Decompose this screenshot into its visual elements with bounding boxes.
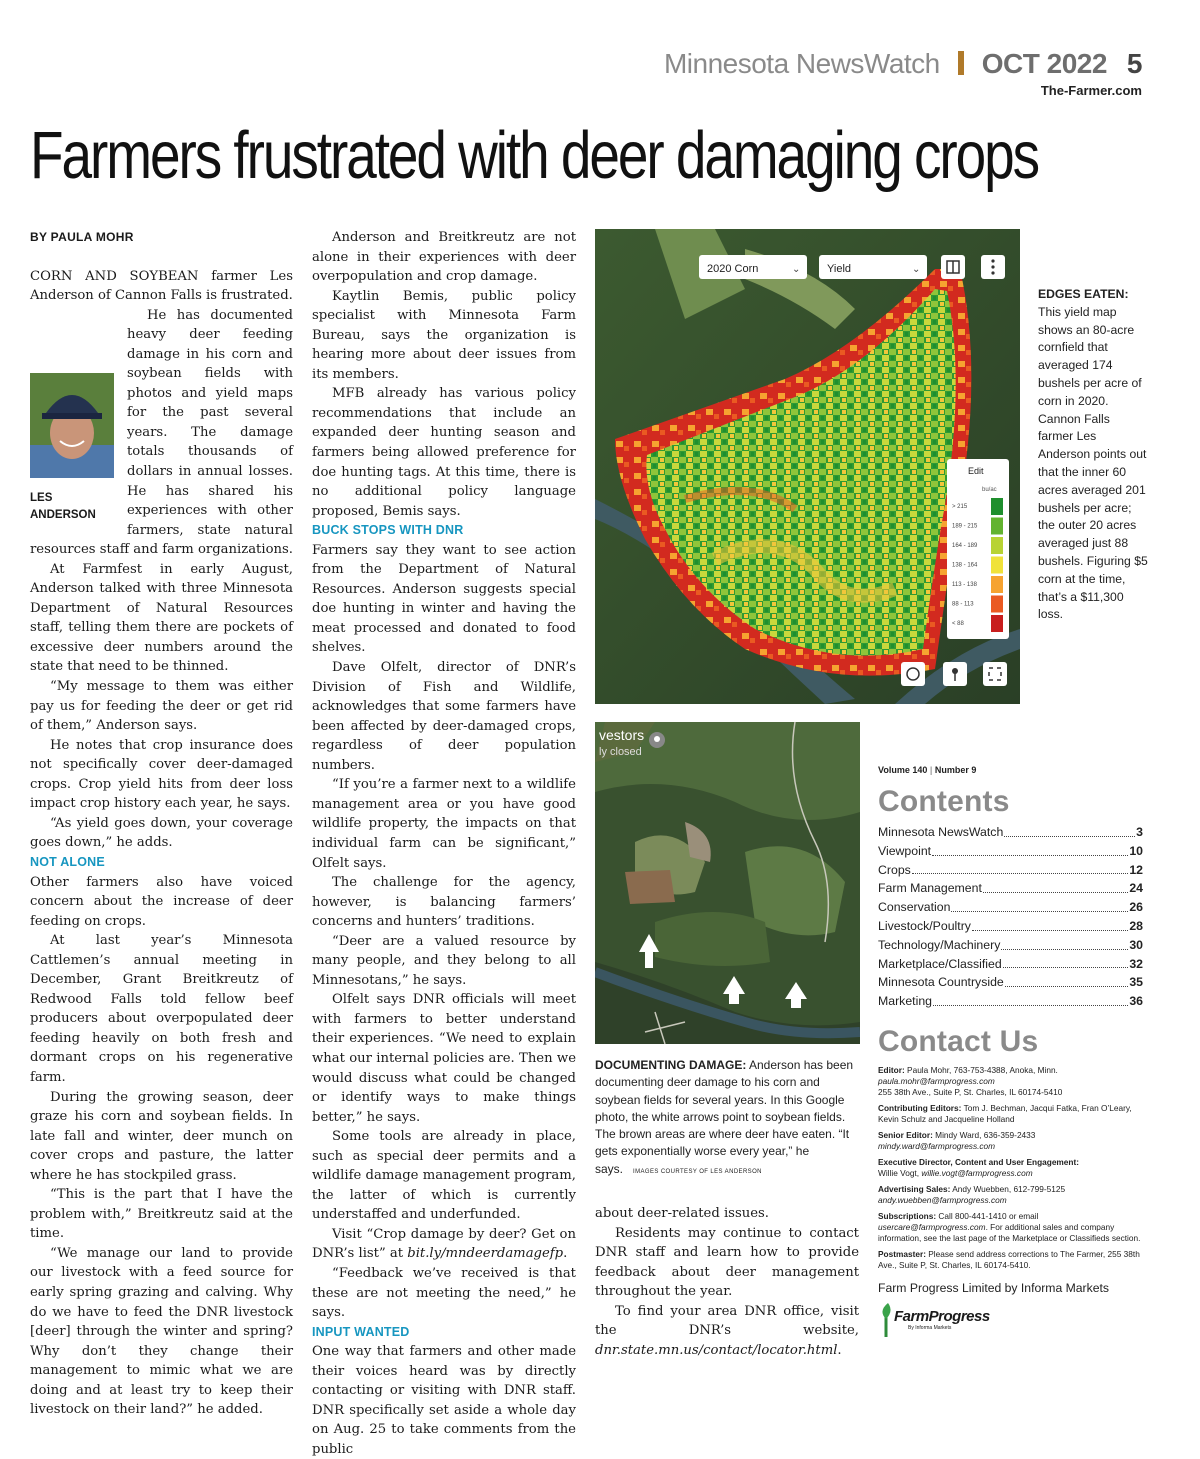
contents-item-label: Livestock/Poultry: [878, 918, 971, 933]
issue-date: OCT 2022: [981, 48, 1107, 79]
table-of-contents: [878, 765, 1143, 1337]
caption-text: This yield map shows an 80-acre cornfield that averaged 174 bushels per acre of corn in 2020. Cannon Falls farmer Les Anderson points out that the inner 60 acres averaged 201 bushels per acre; the outer 20 acres averaged just 88 bushels. Figuring $5 corn at the time, that’s a $11,300 loss.: [1038, 304, 1148, 622]
company-line: Farm Progress Limited by Informa Markets: [878, 1280, 1109, 1295]
paragraph: The challenge for the agency, however, is balancing farmers’ concerns and hunters’ traditions.: [312, 875, 576, 930]
contributing-editors-entry: Contributing Editors: Tom J. Bechman, Jacqui Fatka, Fran O’Leary, Kevin Schulz and Jacqueline Holland: [878, 1102, 1132, 1124]
caption-text: Anderson has been documenting deer damage to his corn and soybean fields for several years. In this Google photo, the white arrows point to soybean fields. The brown areas are where deer have eaten. “It gets exponentially worse every year,” he says.: [595, 1058, 854, 1176]
page-number: 5: [1126, 48, 1142, 79]
paragraph: “Feedback we’ve received is that these are not meeting the need,” he says.: [312, 1265, 576, 1321]
paragraph: Residents may continue to contact DNR staff and learn how to provide feedback about deer management throughout the year.: [595, 1225, 859, 1300]
contents-item[interactable]: [878, 861, 1143, 880]
article-column-1: [30, 228, 293, 1420]
contents-item-page: 3: [1136, 825, 1143, 839]
byline: BY PAULA MOHR: [30, 230, 134, 244]
leader-dots: [983, 879, 1128, 893]
contents-item-page: 28: [1129, 918, 1143, 933]
legend-unit: bu/ac: [982, 487, 997, 493]
map-overlay-label: vestors: [599, 727, 645, 743]
legend-swatch: [991, 596, 1003, 613]
legend-swatch: [991, 518, 1003, 535]
yield-map-graphic: [595, 229, 1020, 704]
contents-item[interactable]: [878, 955, 1143, 974]
contents-title: Contents: [878, 785, 1010, 818]
advertising-entry: Advertising Sales: Andy Wuebben, 612-799-5125 andy.wuebben@farmprogress.com: [878, 1183, 1066, 1205]
photo-caption-block: [30, 490, 120, 524]
paragraph: Anderson and Breitkreutz are not alone in their experiences with deer overpopulation and crop damage.: [312, 230, 576, 285]
photo-caption: LES ANDERSON: [30, 492, 96, 521]
header-divider: [958, 51, 964, 75]
contents-item-label: Technology/Machinery: [878, 937, 1001, 952]
postmaster-entry: Postmaster: Please send address corrections to The Farmer, 255 38th Ave., Suite P, St. Charles, IL 60174-5410.: [878, 1248, 1140, 1270]
lead-caps: CORN AND SOYBEAN: [30, 268, 199, 284]
subhead-input-wanted: INPUT WANTED: [312, 1324, 410, 1339]
headline: Farmers frustrated with deer damaging crops: [30, 118, 1039, 193]
legend-label: 113 - 138: [952, 582, 977, 588]
paragraph: MFB already has various policy recommendations that include an expanded deer hunting season and farmers being allowed preference for doe hunting tags. At this time, there is no additional policy language proposed, Bemis says.: [312, 386, 576, 519]
leader-dots: [1005, 973, 1129, 987]
paragraph: He notes that crop insurance does not specifically cover deer-damaged crops. Crop yield hits from deer loss impact crop history each year, he says.: [30, 737, 293, 812]
leader-dots: [1003, 955, 1129, 969]
contents-item-label: Marketplace/Classified: [878, 956, 1002, 971]
contents-item[interactable]: [878, 823, 1143, 842]
paragraph: At last year’s Minnesota Cattlemen’s annual meeting in December, Grant Breitkreutz of Redwood Falls told fellow beef producers about overpopulated deer feeding heavily on both fresh and dormant crops on his regenerative farm.: [30, 933, 293, 1085]
aerial-photo-graphic: [595, 722, 860, 1044]
legend-label: < 88: [952, 621, 964, 627]
leader-dots: [912, 861, 1129, 875]
contents-item-page: 12: [1129, 862, 1143, 877]
leader-dots: [951, 898, 1128, 912]
paragraph: “This is the part that I have the problem with,” Breitkreutz said at the time.: [30, 1187, 293, 1242]
legend-swatch: [991, 498, 1003, 515]
yield-map-image: [595, 229, 1020, 704]
contents-item[interactable]: [878, 879, 1143, 898]
paragraph: Olfelt says DNR officials will meet with farmers to better understand their experiences. “We need to explain what our internal policies are. Then we would discuss what could be changed or identify ways to make things better,” he says.: [312, 992, 576, 1125]
dnr-locator-link[interactable]: dnr.state.mn.us/contact/locator.html: [595, 1342, 838, 1358]
paragraph: Visit “Crop damage by deer? Get on DNR’s list” at bit.ly/mndeerdamagefp.: [312, 1226, 576, 1262]
paragraph: He has documented heavy deer feeding damage in his corn and soybean fields with photos and yield maps for the past several years. The damage totals thousands of dollars in annual losses. He has shared his experiences with other farmers, state natural resources staff and farm organizations.: [30, 307, 293, 558]
legend-label: 164 - 189: [952, 543, 978, 549]
google-aerial-photo: [595, 722, 860, 1044]
caption-title: DOCUMENTING DAMAGE:: [595, 1058, 747, 1072]
subscriptions-entry: Subscriptions: Call 800-441-1410 or email usercare@farmprogress.com. For additional sales and company information, see the last page of the Marketplace or Classifieds section.: [878, 1210, 1141, 1243]
chevron-down-icon: ⌄: [912, 264, 921, 275]
leader-dots: [1001, 936, 1128, 950]
legend-label: 189 - 215: [952, 523, 978, 530]
crop-dropdown-text: 2020 Corn: [707, 263, 759, 275]
leader-dots: [932, 842, 1128, 856]
contents-item-page: 35: [1129, 975, 1143, 990]
executive-director-entry: Executive Director, Content and User Engagement: Willie Vogt, willie.vogt@farmprogress.com: [878, 1156, 1080, 1178]
paragraph: To find your area DNR office, visit the DNR’s website, dnr.state.mn.us/contact/locator.html.: [595, 1303, 859, 1358]
leader-dots: [1004, 823, 1135, 837]
paragraph: Farmers say they want to see action from the Department of Natural Resources. Anderson suggests special doe hunting in winter and having the meat processed and donated to food shelves.: [312, 542, 576, 656]
editor-entry: Editor: Paula Mohr, 763-753-4388, Anoka, Minn. paula.mohr@farmprogress.com 255 38th Ave., Suite P, St. Charles, IL 60174-5410: [878, 1064, 1063, 1097]
contents-item[interactable]: [878, 842, 1143, 861]
leader-dots: [972, 917, 1128, 931]
paragraph: At Farmfest in early August, Anderson talked with three Minnesota Department of Natural Resources staff, telling them there are pockets of excessive deer numbers around the state that need to be thinned.: [30, 561, 293, 675]
paragraph: “Deer are a valued resource by many people, and they belong to all Minnesotans,” he says.: [312, 933, 576, 988]
leader-dots: [933, 992, 1128, 1006]
les-anderson-photo-block: [30, 373, 126, 492]
layer-dropdown-text: Yield: [827, 263, 852, 275]
paragraph: “If you’re a farmer next to a wildlife management area or you have good wildlife property, the impacts on that individual farm can be significant,” Olfelt says.: [312, 777, 576, 871]
contents-item[interactable]: [878, 917, 1143, 936]
contents-item[interactable]: [878, 992, 1143, 1011]
subhead-not-alone: NOT ALONE: [30, 854, 105, 869]
legend-edit: Edit: [968, 466, 984, 476]
legend-swatch: [991, 557, 1003, 574]
logo-subtext: By Informa Markets: [908, 1325, 952, 1332]
contents-item-page: 26: [1129, 900, 1143, 915]
contents-item[interactable]: [878, 898, 1143, 917]
paragraph: Kaytlin Bemis, public policy specialist with Minnesota Farm Bureau, says the organization is hearing more about deer issues from its members.: [312, 288, 576, 382]
page-header: [664, 48, 1142, 80]
volume-info: Volume 140 | Number 9: [878, 765, 977, 775]
contents-item-page: 24: [1129, 881, 1143, 896]
site-url[interactable]: The-Farmer.com: [1040, 83, 1142, 98]
logo-text: FarmProgress: [894, 1308, 990, 1326]
contents-item[interactable]: [878, 973, 1143, 992]
caption-title: EDGES EATEN:: [1038, 287, 1129, 301]
leaf-icon: [878, 1303, 894, 1337]
paragraph: Dave Olfelt, director of DNR’s Division of Fish and Wildlife, acknowledges that some farmers have been affected by deer-damaged crops, regardless of deer population numbers.: [312, 660, 576, 773]
legend-label: > 215: [952, 504, 968, 510]
contents-item-page: 32: [1129, 956, 1143, 971]
contents-item-label: Minnesota Countryside: [878, 975, 1004, 990]
contents-list: [878, 823, 1143, 1011]
legend-swatch: [991, 537, 1003, 554]
senior-editor-entry: Senior Editor: Mindy Ward, 636-359-2433 mindy.ward@farmprogress.com: [878, 1129, 1036, 1151]
image-credit: IMAGES COURTESY OF LES ANDERSON: [633, 1168, 762, 1175]
contents-item-label: Crops: [878, 862, 911, 877]
legend-swatch: [991, 576, 1003, 593]
documenting-damage-caption: [595, 1057, 857, 1181]
contents-item-page: 36: [1129, 994, 1143, 1009]
article-column-2: [312, 228, 576, 1459]
lead-paragraph: CORN AND SOYBEAN farmer Les Anderson of Cannon Falls is frustrated.: [30, 268, 294, 304]
edges-eaten-caption: [1038, 286, 1148, 624]
les-anderson-photo: [30, 373, 114, 478]
paragraph: “We manage our land to provide our livestock with a feed source for early spring grazing and calving. Why do we have to feed the DNR livestock [deer] through the winter and spring? Why don’t they change their management to mimic what we are doing and at least try to keep their livestock on their land?” he added.: [30, 1245, 293, 1418]
subhead-buck-stops: BUCK STOPS WITH DNR: [312, 523, 464, 538]
dnr-list-link[interactable]: bit.ly/mndeerdamagefp: [407, 1246, 564, 1262]
contents-item-page: 10: [1129, 843, 1143, 858]
contact-us: [878, 1025, 1143, 1337]
legend-label: 88 - 113: [952, 601, 974, 608]
contents-item-label: Viewpoint: [878, 843, 932, 858]
contents-item-label: Conservation: [878, 900, 951, 915]
section-name: Minnesota NewsWatch: [663, 48, 940, 79]
chevron-down-icon: ⌄: [792, 264, 801, 275]
farm-progress-logo: [878, 1303, 1143, 1337]
paragraph: “My message to them was either pay us for feeding the deer or get rid of them,” Anderson says.: [30, 679, 293, 734]
contents-item-page: 30: [1129, 937, 1143, 952]
contents-item-label: Minnesota NewsWatch: [878, 825, 1004, 839]
contents-item-label: Marketing: [878, 994, 932, 1009]
article-column-3: [595, 1204, 859, 1360]
paragraph: “As yield goes down, your coverage goes down,” he adds.: [30, 815, 293, 851]
contents-item-label: Farm Management: [878, 881, 982, 896]
contents-item[interactable]: [878, 936, 1143, 955]
paragraph: Other farmers also have voiced concern about the increase of deer feeding on crops.: [30, 874, 293, 929]
paragraph: One way that farmers and other made their voices heard was by directly contacting or visiting with DNR staff. DNR specifically set aside a whole day on Aug. 25 to take comments from the public: [312, 1344, 576, 1457]
legend-swatch: [991, 615, 1003, 632]
paragraph: During the growing season, deer graze his corn and soybean fields. In late fall and winter, deer munch on cover crops and pasture, the latter where he has stockpiled grass.: [30, 1089, 293, 1183]
contact-title: Contact Us: [878, 1024, 1039, 1058]
map-overlay-label-2: ly closed: [599, 746, 642, 758]
paragraph: about deer-related issues.: [595, 1206, 769, 1221]
legend-label: 138 - 164: [952, 562, 978, 569]
paragraph: Some tools are already in place, such as special deer permits and a wildlife damage management program, the latter of which is currently understaffed and underfunded.: [312, 1129, 576, 1223]
